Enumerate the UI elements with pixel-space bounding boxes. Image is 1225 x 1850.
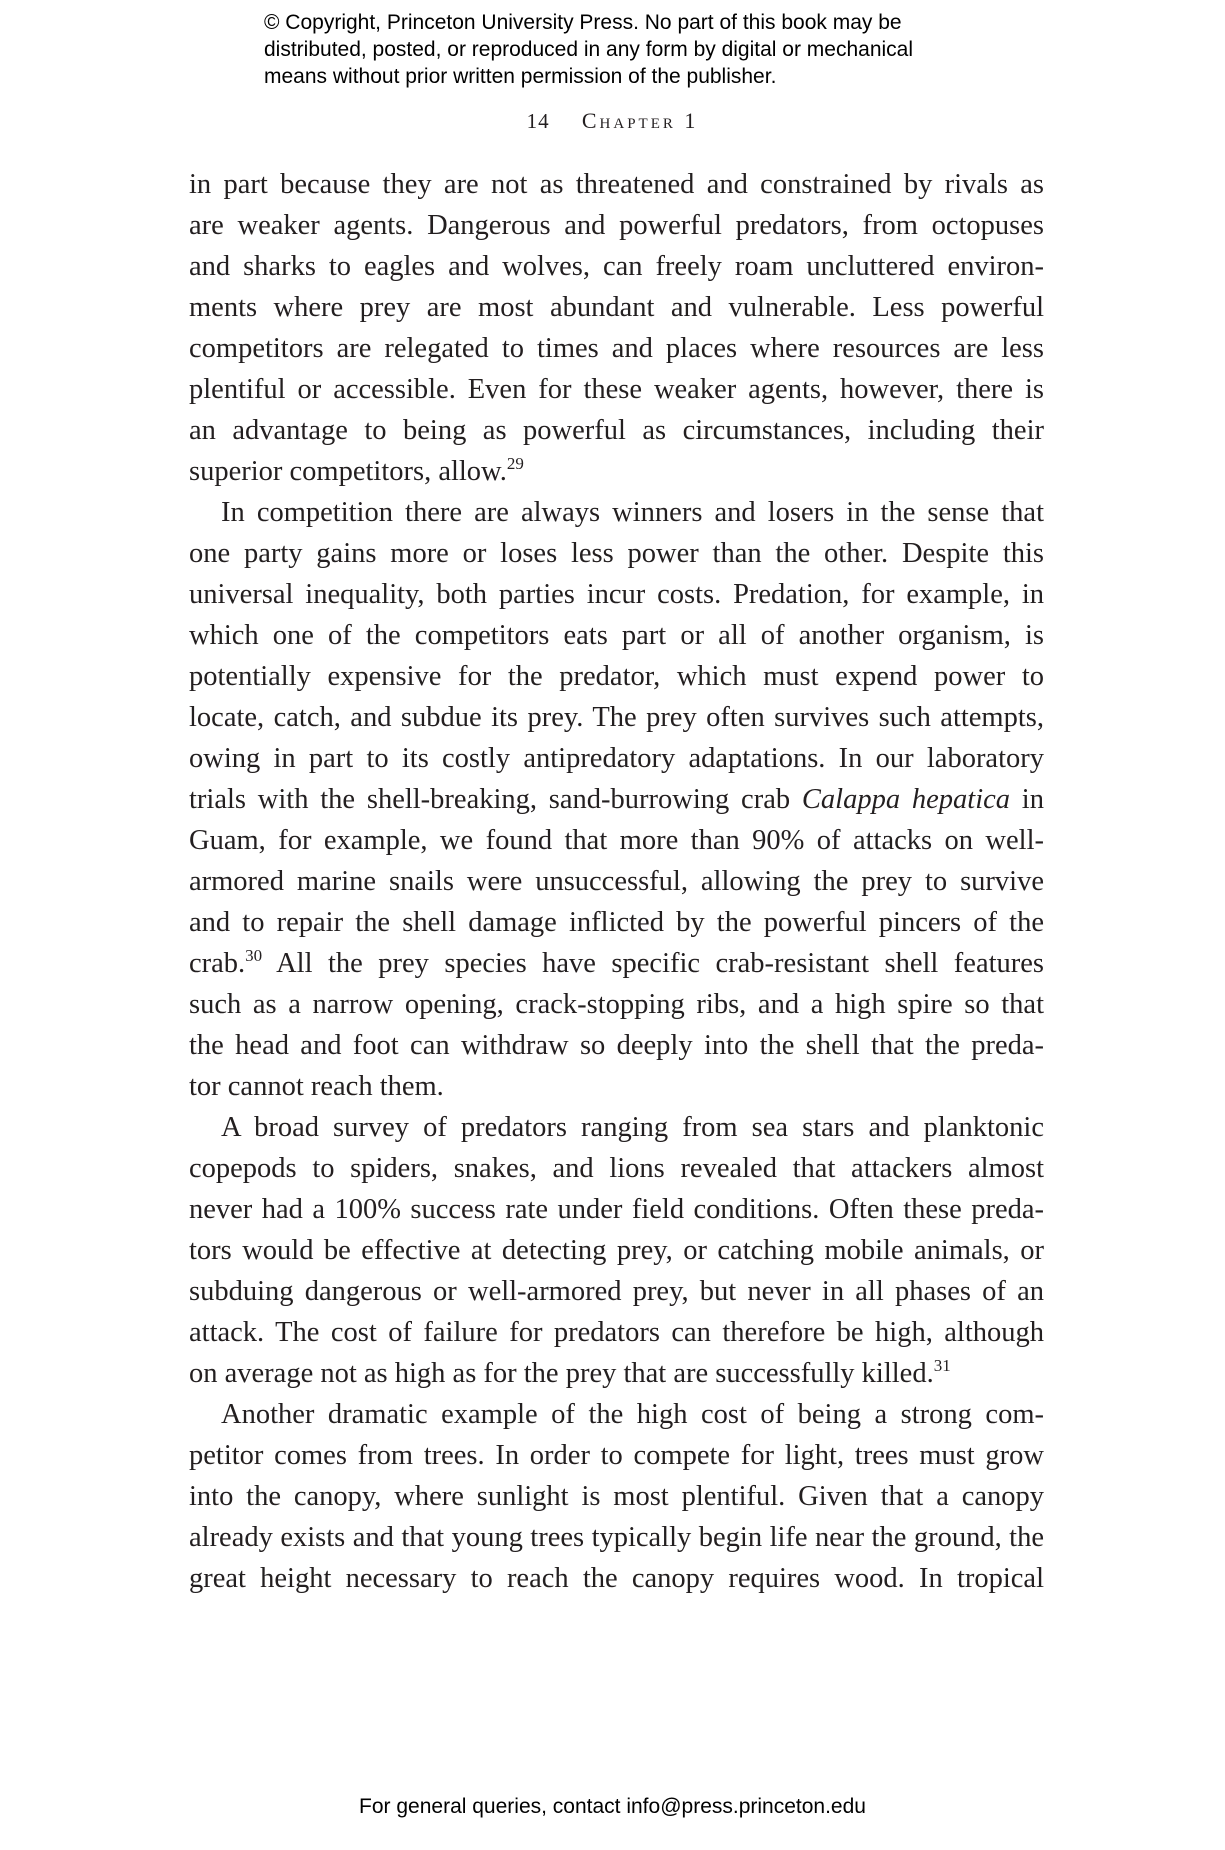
text-line: petitor comes from trees. In order to compete for light, trees must grow [189, 1440, 1044, 1471]
text-line [189, 1353, 1044, 1394]
text-line [189, 451, 1044, 492]
text-line: which one of the competitors eats part or all of another organism, is [189, 620, 1044, 651]
text-line: plentiful or accessible. Even for these weaker agents, however, there is [189, 374, 1044, 405]
footnote-ref: 31 [933, 1356, 951, 1375]
copyright-line: distributed, posted, or reproduced in any form by digital or mechanical [264, 38, 914, 61]
text-line [189, 943, 1044, 984]
footer-contact: For general queries, contact info@press.princeton.edu [359, 1795, 866, 1818]
running-head [0, 108, 1225, 134]
text-line: the head and foot can withdraw so deeply into the shell that the preda- [189, 1030, 1044, 1061]
text-line: potentially expensive for the predator, which must expend power to [189, 661, 1044, 692]
text-line: and to repair the shell damage inflicted by the powerful pincers of the [189, 907, 1044, 938]
text-line: tor cannot reach them. [189, 1071, 444, 1102]
text-line: armored marine snails were unsuccessful, allowing the prey to survive [189, 866, 1044, 897]
page-number: 14 [526, 109, 550, 133]
text-line: locate, catch, and subdue its prey. The prey often survives such attempts, [189, 702, 1044, 733]
text-line: and sharks to eagles and wolves, can freely roam uncluttered environ- [189, 251, 1044, 282]
text-line: one party gains more or loses less power than the other. Despite this [189, 538, 1044, 569]
text-line: owing in part to its costly antipredatory adaptations. In our laboratory [189, 743, 1044, 774]
text-line: Another dramatic example of the high cost of being a strong com- [221, 1399, 1044, 1430]
text-line: such as a narrow opening, crack-stopping ribs, and a high spire so that [189, 989, 1044, 1020]
text-span: in [1010, 784, 1044, 815]
copyright-notice [264, 9, 1024, 90]
text-line [189, 779, 1044, 820]
paragraph [189, 1107, 1044, 1394]
text-line: great height necessary to reach the canopy requires wood. In tropical [189, 1563, 1044, 1594]
text-line: tors would be effective at detecting prey, or catching mobile animals, or [189, 1235, 1044, 1266]
text-line: universal inequality, both parties incur costs. Predation, for example, in [189, 579, 1044, 610]
text-line: ments where prey are most abundant and vulnerable. Less powerful [189, 292, 1044, 323]
text-line: are weaker agents. Dangerous and powerful predators, from octopuses [189, 210, 1044, 241]
text-line: attack. The cost of failure for predators can therefore be high, although [189, 1317, 1044, 1348]
text-line: an advantage to being as powerful as circumstances, including their [189, 415, 1044, 446]
text-line: competitors are relegated to times and places where resources are less [189, 333, 1044, 364]
text-line: already exists and that young trees typically begin life near the ground, the [189, 1522, 1044, 1553]
text-line: into the canopy, where sunlight is most plentiful. Given that a canopy [189, 1481, 1044, 1512]
chapter-label: Chapter 1 [581, 108, 699, 133]
text-span: on average not as high as for the prey that are successfully killed. [189, 1358, 934, 1389]
text-line: Guam, for example, we found that more than 90% of attacks on well- [189, 825, 1044, 856]
text-span: All the prey species have specific crab-resistant shell features [262, 948, 1044, 979]
footnote-ref: 30 [245, 946, 263, 965]
species-name: Calappa hepatica [801, 784, 1011, 815]
paragraph [189, 164, 1044, 492]
text-line: copepods to spiders, snakes, and lions revealed that attackers almost [189, 1153, 1044, 1184]
text-line: subduing dangerous or well-armored prey, but never in all phases of an [189, 1276, 1044, 1307]
paragraph [189, 492, 1044, 1107]
text-line: in part because they are not as threatened and constrained by rivals as [189, 169, 1044, 200]
copyright-line: © Copyright, Princeton University Press. No part of this book may be [264, 11, 902, 34]
paragraph [189, 1394, 1044, 1599]
text-span: crab. [189, 948, 246, 979]
text-span: trials with the shell-breaking, sand-burrowing crab [189, 784, 802, 815]
text-line: never had a 100% success rate under field conditions. Often these preda- [189, 1194, 1044, 1225]
text-line: In competition there are always winners and losers in the sense that [221, 497, 1044, 528]
text-line: A broad survey of predators ranging from sea stars and planktonic [221, 1112, 1044, 1143]
footnote-ref: 29 [506, 454, 524, 473]
body-text [189, 164, 1044, 1599]
copyright-line: means without prior written permission of the publisher. [264, 65, 777, 88]
text-span: superior competitors, allow. [189, 456, 507, 487]
